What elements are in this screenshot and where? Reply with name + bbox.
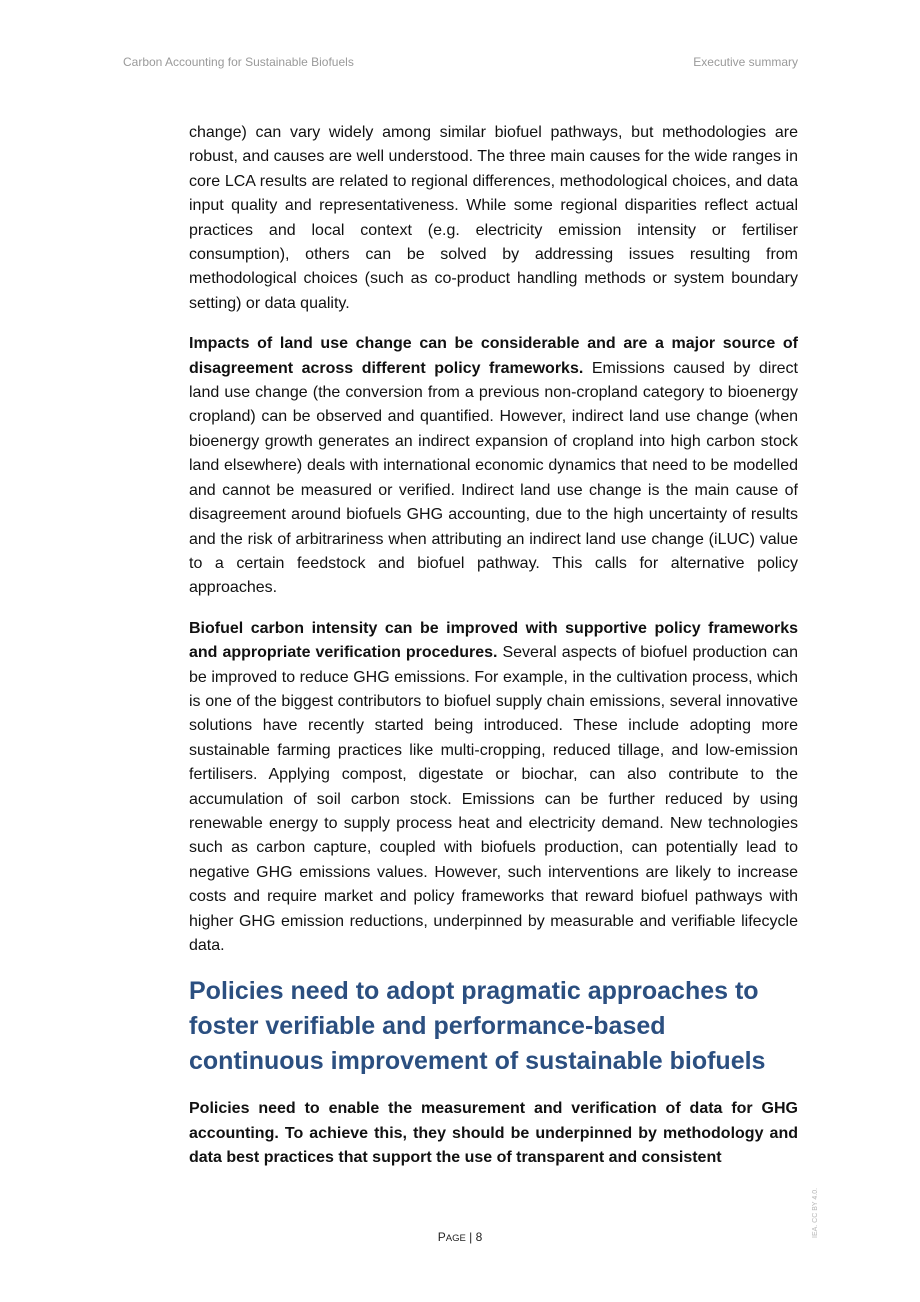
paragraph-lead: Biofuel carbon intensity can be improved with supportive policy frameworks and appropriate verification procedures.	[189, 619, 798, 662]
license-notice: IEA. CC BY 4.0.	[812, 1187, 819, 1238]
paragraph-measurement-verification: Policies need to enable the measurement and verification of data for GHG accounting. To achieve this, they should be underpinned by methodology and data best practices that support the use of transparent and consistent	[189, 1100, 798, 1167]
paragraph-land-use-change	[189, 332, 798, 600]
paragraph-lead: Impacts of land use change can be considerable and are a major source of disagreement across different policy frameworks.	[189, 335, 798, 377]
page-separator: |	[465, 1230, 476, 1244]
paragraph-text: Emissions caused by direct land use change (the conversion from a previous non-cropland category to bioenergy cropland) can be observed and quantified. However, indirect land use change (when bioenergy growth generates an indirect expansion of cropland into high carbon stock land elsewhere) deals with international economic dynamics that need to be modelled and cannot be measured or verified. Indirect land use change is the main cause of disagreement around biofuels GHG accounting, due to the high uncertainty of results and the risk of arbitrariness when attributing an indirect land use change (iLUC) value to a certain feedstock and biofuel pathway. This calls for alternative policy approaches.	[189, 359, 798, 597]
page-number: 8	[475, 1230, 483, 1244]
paragraph-text: Several aspects of biofuel production can be improved to reduce GHG emissions. For example, in the cultivation process, which is one of the biggest contributors to biofuel supply chain emissions, several innovative solutions have recently started being introduced. These include adopting more sustainable farming practices like multi-cropping, reduced tillage, and low-emission fertilisers. Applying compost, digestate or biochar, can also contribute to the accumulation of soil carbon stock. Emissions can be further reduced by using renewable energy to supply process heat and electricity demand. New technologies such as carbon capture, coupled with biofuels production, can potentially lead to negative GHG emissions values. However, such interventions are likely to increase costs and require market and policy frameworks that reward biofuel pathways with higher GHG emission reductions, underpinned by measurable and verifiable lifecycle data.	[189, 644, 798, 954]
page-label-p: P	[437, 1230, 446, 1244]
paragraph-lca-variation: change) can vary widely among similar biofuel pathways, but methodologies are robust, and causes are well understood. The three main causes for the wide ranges in core LCA results are related to regional differences, methodological choices, and data input quality and representativeness. While some regional disparities reflect actual practices and local context (e.g. electricity emission intensity or fertiliser consumption), others can be solved by addressing issues resulting from methodological choices (such as co-product handling methods or system boundary setting) or data quality.	[189, 124, 798, 312]
page-label	[438, 1230, 466, 1244]
section-heading: Policies need to adopt pragmatic approaches to foster verifiable and performance-based continuous improvement of sustainable biofuels	[189, 977, 766, 1076]
paragraph-carbon-intensity	[189, 617, 798, 959]
running-header	[123, 55, 798, 71]
page-footer	[0, 1230, 920, 1244]
section-title: Executive summary	[693, 55, 798, 69]
main-content	[189, 121, 798, 1187]
page-label-age: AGE	[445, 1233, 466, 1244]
report-title: Carbon Accounting for Sustainable Biofuels	[123, 55, 354, 69]
